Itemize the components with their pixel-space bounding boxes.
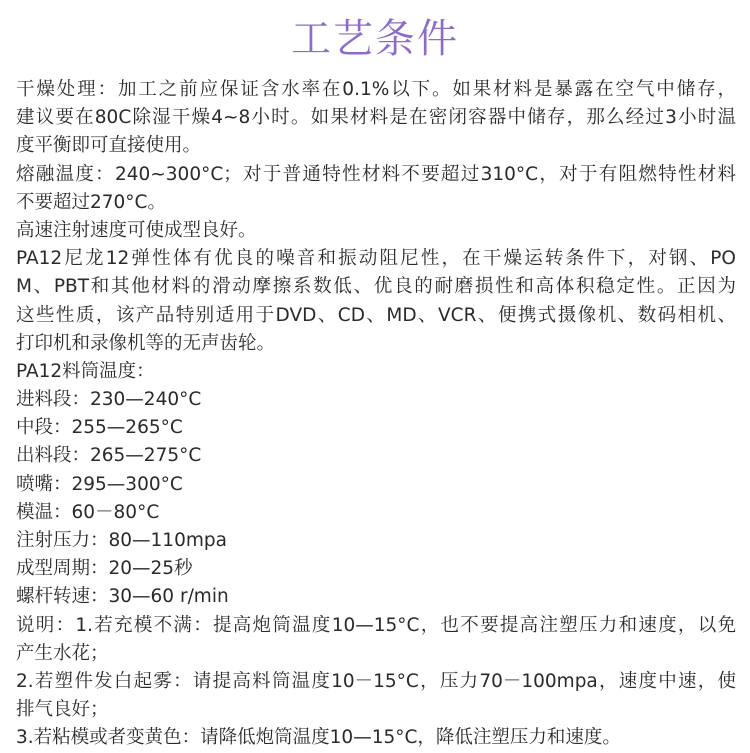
text-line: 干燥处理：加工之前应保证含水率在0.1%以下。如果材料是暴露在空气中储存， <box>16 79 736 100</box>
text-line: 熔融温度：240~300°C；对于普通特性材料不要超过310°C，对于有阻燃特性材料 <box>16 163 736 185</box>
text-line: 进料段：230—240°C <box>16 389 202 411</box>
text-line: 模温：60－80°C <box>16 501 160 523</box>
text-line: M、PBT和其他材料的滑动摩擦系数低、优良的耐磨损性和高体积稳定性。正因为 <box>16 276 736 298</box>
text-line: 螺杆转速：30—60 r/min <box>16 586 229 608</box>
text-line: 产生水花； <box>16 642 109 664</box>
text-line: PA12料筒温度： <box>16 360 155 382</box>
text-line: 这些性质，该产品特别适用于DVD、CD、MD、VCR、便携式摄像机、数码相机、 <box>16 304 736 326</box>
text-line: 打印机和录像机等的无声齿轮。 <box>16 332 276 354</box>
text-line: 3.若粘模或者变黄色：请降低炮筒温度10—15°C，降低注塑压力和速度。 <box>16 727 621 749</box>
process-conditions-text <box>16 76 736 753</box>
text-line: 中段：255—265°C <box>16 417 183 439</box>
text-line: 2.若塑件发白起雾：请提高料筒温度10－15°C，压力70－100mpa，速度中速，使 <box>16 670 736 692</box>
text-line: 排气良好； <box>16 699 109 721</box>
text-line: 建议要在80C除湿干燥4~8小时。如果材料是在密闭容器中储存，那么经过3小时温 <box>16 107 736 129</box>
text-line: 高速注射速度可使成型良好。 <box>16 219 257 241</box>
text-line: 说明：1.若充模不满：提高炮筒温度10—15°C，也不要提高注塑压力和速度，以免 <box>16 614 736 636</box>
text-line: 出料段：265—275°C <box>16 445 202 467</box>
text-line: PA12尼龙12弹性体有优良的噪音和振动阻尼性，在干燥运转条件下，对钢、PO <box>16 248 736 270</box>
text-line: 成型周期：20—25秒 <box>16 558 193 580</box>
text-line: 度平衡即可直接使用。 <box>16 135 202 157</box>
text-line: 不要超过270°C。 <box>16 191 166 213</box>
text-line: 喷嘴：295—300°C <box>16 473 183 495</box>
text-line: 注射压力：80—110mpa <box>16 530 227 551</box>
page-title: 工艺条件 <box>291 16 459 62</box>
